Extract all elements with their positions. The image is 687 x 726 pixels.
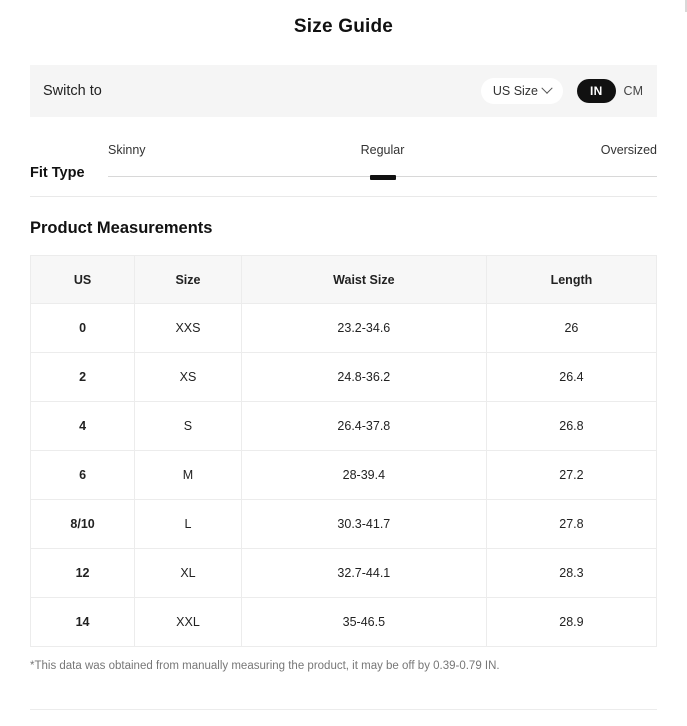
fit-selected-marker[interactable] [370,175,396,180]
cell-size: S [135,402,242,451]
size-system-select[interactable] [481,78,563,104]
cell-length: 28.9 [486,598,656,647]
cell-us: 12 [31,549,135,598]
fit-option-oversized[interactable]: Oversized [600,143,657,157]
fit-track-segment [386,176,658,177]
section-title-measurements: Product Measurements [30,219,213,237]
page-title: Size Guide [293,16,394,37]
size-system-value: US Size [492,84,539,98]
section-divider [30,196,657,197]
measurements-table [30,255,657,647]
cell-waist: 30.3-41.7 [241,500,486,549]
table-header-row [31,256,657,304]
cell-us: 4 [31,402,135,451]
cell-us: 2 [31,353,135,402]
table-row [31,549,657,598]
cell-us: 6 [31,451,135,500]
bottom-divider [30,709,657,710]
cell-us: 14 [31,598,135,647]
cell-size: XXL [135,598,242,647]
column-header-waist-size: Waist Size [241,256,486,304]
cell-us: 0 [31,304,135,353]
cell-length: 26.4 [486,353,656,402]
switch-to-label: Switch to [43,83,102,99]
cell-waist: 35-46.5 [241,598,486,647]
table-row [31,304,657,353]
fit-type-label: Fit Type [30,165,85,181]
cell-length: 26 [486,304,656,353]
switch-to-bar [30,65,657,117]
cell-size: L [135,500,242,549]
cell-waist: 32.7-44.1 [241,549,486,598]
chevron-down-icon [541,83,552,94]
table-row [31,353,657,402]
unit-option-in[interactable]: IN [577,79,616,103]
cell-size: M [135,451,242,500]
cell-length: 27.8 [486,500,656,549]
cell-size: XS [135,353,242,402]
unit-toggle[interactable] [577,79,643,103]
column-header-size: Size [135,256,242,304]
fit-type-options [108,143,657,163]
cell-waist: 23.2-34.6 [241,304,486,353]
fit-option-regular[interactable]: Regular [360,143,405,157]
column-header-length: Length [486,256,656,304]
cell-length: 26.8 [486,402,656,451]
table-row [31,402,657,451]
table-row [31,451,657,500]
measurement-footnote: *This data was obtained from manually measuring the product, it may be off by 0.39-0.79 IN. [30,660,500,672]
cell-length: 28.3 [486,549,656,598]
fit-type-slider[interactable] [108,143,657,187]
cell-waist: 24.8-36.2 [241,353,486,402]
fit-track-segment [108,176,380,177]
cell-waist: 26.4-37.8 [241,402,486,451]
fit-option-skinny[interactable]: Skinny [108,143,146,157]
table-row [31,500,657,549]
unit-option-cm[interactable]: CM [623,84,643,98]
cell-size: XL [135,549,242,598]
cell-length: 27.2 [486,451,656,500]
cell-size: XXS [135,304,242,353]
column-header-us: US [31,256,135,304]
cell-us: 8/10 [31,500,135,549]
table-row [31,598,657,647]
cell-waist: 28-39.4 [241,451,486,500]
fit-type-row [30,139,657,187]
